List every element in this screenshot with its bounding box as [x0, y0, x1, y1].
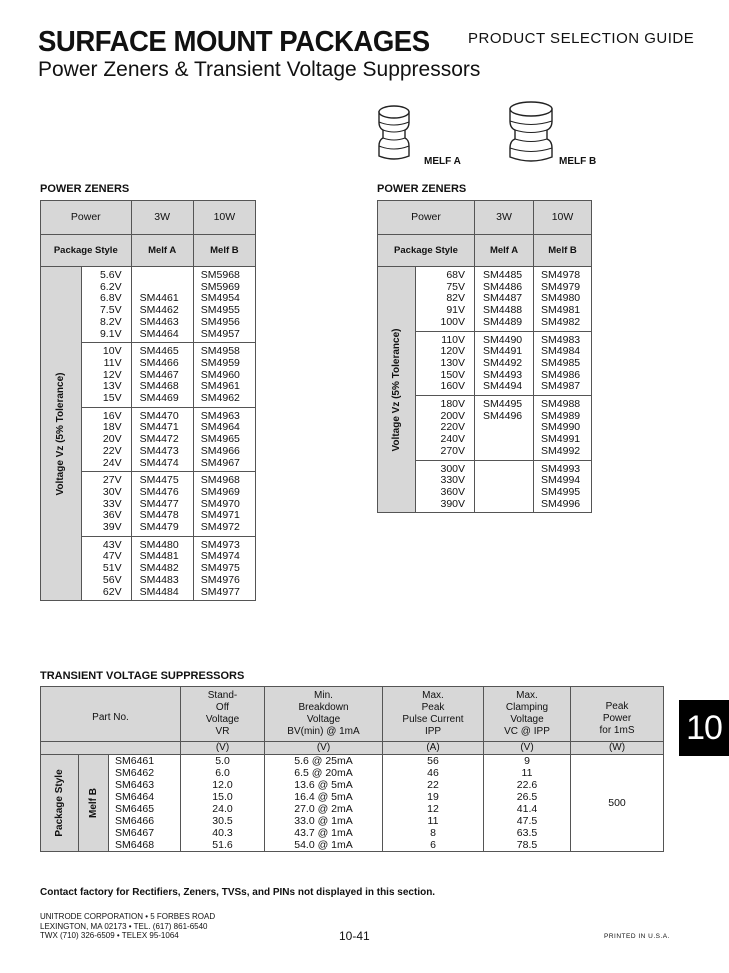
col-melf-a: Melf A	[131, 235, 193, 267]
clamping-voltage: 41.4	[484, 803, 571, 815]
melf-a-part	[475, 475, 534, 487]
power-label: Power	[378, 201, 475, 235]
melf-a-part: SM4463	[131, 317, 193, 329]
peak-pulse-current: 56	[383, 755, 484, 768]
melf-b-part: SM4990	[534, 422, 592, 434]
voltage-value: 82V	[446, 292, 466, 305]
part-no-header: Part No.	[41, 687, 181, 742]
part-number: SM6464	[109, 791, 181, 803]
unit-breakdown: (V)	[265, 742, 383, 755]
tvs-row	[41, 779, 664, 791]
melf-b-part: SM4978	[534, 267, 592, 282]
melf-a-part: SM4495	[475, 396, 534, 411]
page-number: 10-41	[339, 929, 370, 943]
melf-b-part: SM4972	[193, 522, 255, 536]
voltage-value: 130V	[440, 356, 466, 369]
voltage-value: 27V	[102, 474, 122, 487]
breakdown-voltage: 6.5 @ 20mA	[265, 767, 383, 779]
melf-a-part: SM4472	[131, 434, 193, 446]
zener-row	[378, 267, 592, 282]
voltage-value: 220V	[440, 421, 466, 434]
tvs-table	[40, 686, 664, 852]
voltage-value: 20V	[102, 433, 122, 446]
tvs-row	[41, 839, 664, 852]
voltage-value: 75V	[446, 280, 466, 293]
voltage-value: 360V	[440, 485, 466, 498]
part-number: SM6468	[109, 839, 181, 852]
melf-b-part: SM5969	[193, 282, 255, 294]
melf-b-part: SM4965	[193, 434, 255, 446]
melf-a-part: SM4484	[131, 587, 193, 601]
address-line: UNITRODE CORPORATION • 5 FORBES ROAD	[40, 912, 216, 921]
clamping-voltage: 26.5	[484, 791, 571, 803]
col-melf-a: Melf A	[475, 235, 534, 267]
breakdown-voltage: 43.7 @ 1mA	[265, 827, 383, 839]
melf-b-part: SM4963	[193, 407, 255, 422]
melf-b-part: SM4976	[193, 575, 255, 587]
melf-b-part: SM4987	[534, 381, 592, 395]
melf-a-part: SM4482	[131, 563, 193, 575]
voltage-tolerance-label: Voltage Vz (5% Tolerance)	[55, 372, 67, 496]
voltage-value: 12V	[102, 368, 122, 381]
melf-b-part: SM4995	[534, 487, 592, 499]
melf-b-part: SM4954	[193, 293, 255, 305]
voltage-value: 390V	[416, 499, 475, 513]
voltage-value: 300V	[440, 462, 466, 475]
melf-b-part: SM4974	[193, 551, 255, 563]
melf-a-part: SM4490	[475, 331, 534, 346]
breakdown-voltage: 16.4 @ 5mA	[265, 791, 383, 803]
melf-b-part: SM4956	[193, 317, 255, 329]
melf-b-part: SM4971	[193, 510, 255, 522]
melf-b-part: SM4981	[534, 305, 592, 317]
melf-a-part: SM4475	[131, 472, 193, 487]
melf-a-package-illustration	[370, 100, 420, 168]
breakdown-voltage: 13.6 @ 5mA	[265, 779, 383, 791]
package-style-label: Package Style	[41, 235, 132, 267]
voltage-value: 36V	[102, 509, 122, 522]
melf-b-part: SM4957	[193, 329, 255, 343]
voltage-value: 10V	[102, 345, 122, 358]
melf-b-part: SM4960	[193, 370, 255, 382]
voltage-value: 7.5V	[99, 304, 122, 317]
voltage-value: 100V	[416, 317, 475, 331]
melf-a-part: SM4486	[475, 282, 534, 294]
breakdown-voltage: 27.0 @ 2mA	[265, 803, 383, 815]
clamping-voltage: 78.5	[484, 839, 571, 852]
voltage-side-label	[378, 267, 416, 513]
peak-current-header: Max. Peak Pulse Current IPP	[383, 687, 484, 742]
melf-a-part: SM4461	[131, 293, 193, 305]
printed-in-label: PRINTED IN U.S.A.	[604, 933, 670, 940]
melf-a-part: SM4488	[475, 305, 534, 317]
page-title: SURFACE MOUNT PACKAGES	[38, 26, 430, 58]
melf-b-part: SM4983	[534, 331, 592, 346]
zener-row	[41, 267, 256, 282]
peak-pulse-current: 22	[383, 779, 484, 791]
tvs-row	[41, 815, 664, 827]
melf-b-part: SM4969	[193, 487, 255, 499]
melf-b-part: SM4979	[534, 282, 592, 294]
voltage-value: 13V	[102, 380, 122, 393]
peak-pulse-current: 6	[383, 839, 484, 852]
power-zeners-left-title: POWER ZENERS	[40, 183, 130, 195]
melf-b-part: SM4970	[193, 499, 255, 511]
address-line: TWX (710) 326-6509 • TELEX 95-1064	[40, 931, 179, 940]
melf-b-part: SM4992	[534, 446, 592, 460]
melf-b-part: SM4967	[193, 458, 255, 472]
melf-a-part: SM4464	[131, 329, 193, 343]
melf-a-part: SM4466	[131, 358, 193, 370]
unit-standoff: (V)	[181, 742, 265, 755]
power-zeners-table-left	[40, 200, 256, 601]
voltage-value: 24V	[82, 458, 131, 472]
melf-b-part: SM4993	[534, 460, 592, 475]
melf-b-part: SM4989	[534, 411, 592, 423]
melf-b-part: SM4973	[193, 536, 255, 551]
unit-clamping: (V)	[484, 742, 571, 755]
melf-b-part: SM4975	[193, 563, 255, 575]
melf-a-part: SM4474	[131, 458, 193, 472]
melf-a-part: SM4489	[475, 317, 534, 331]
power-zeners-table-right	[377, 200, 592, 513]
voltage-value: 8.2V	[99, 315, 122, 328]
melf-b-label: MELF B	[559, 156, 597, 167]
package-style-label: Package Style	[378, 235, 475, 267]
breakdown-voltage: 54.0 @ 1mA	[265, 839, 383, 852]
peak-power-value: 500	[571, 755, 664, 852]
melf-a-part: SM4492	[475, 358, 534, 370]
melf-a-part	[475, 460, 534, 475]
voltage-value: 330V	[440, 474, 466, 487]
unit-peak-current: (A)	[383, 742, 484, 755]
melf-b-part: SM4964	[193, 422, 255, 434]
melf-b-part: SM4977	[193, 587, 255, 601]
melf-a-part	[131, 267, 193, 282]
melf-b-part: SM4996	[534, 499, 592, 513]
voltage-value: 6.2V	[99, 280, 122, 293]
peak-pulse-current: 46	[383, 767, 484, 779]
melf-a-part	[475, 487, 534, 499]
voltage-value: 180V	[440, 398, 466, 411]
melf-a-part: SM4462	[131, 305, 193, 317]
melf-b-part: SM5968	[193, 267, 255, 282]
section-tab-number: 10	[679, 700, 729, 756]
melf-a-part: SM4485	[475, 267, 534, 282]
tvs-section-title: TRANSIENT VOLTAGE SUPPRESSORS	[40, 670, 245, 682]
melf-a-part: SM4470	[131, 407, 193, 422]
voltage-value: 43V	[102, 538, 122, 551]
clamping-voltage: 47.5	[484, 815, 571, 827]
melf-b-part: SM4955	[193, 305, 255, 317]
part-number: SM6461	[109, 755, 181, 768]
clamping-voltage: 63.5	[484, 827, 571, 839]
standoff-voltage: 51.6	[181, 839, 265, 852]
breakdown-header: Min. Breakdown Voltage BV(min) @ 1mA	[265, 687, 383, 742]
voltage-value: 200V	[440, 409, 466, 422]
voltage-value: 160V	[416, 381, 475, 395]
melf-a-part: SM4478	[131, 510, 193, 522]
standoff-voltage: 30.5	[181, 815, 265, 827]
tvs-row	[41, 803, 664, 815]
package-style-label: Package Style	[53, 769, 65, 837]
voltage-value: 30V	[102, 485, 122, 498]
melf-a-part	[475, 422, 534, 434]
voltage-value: 22V	[102, 444, 122, 457]
melf-b-part: SM4968	[193, 472, 255, 487]
melf-a-part: SM4467	[131, 370, 193, 382]
standoff-voltage: 15.0	[181, 791, 265, 803]
voltage-value: 11V	[103, 356, 122, 369]
power-10w: 10W	[193, 201, 255, 235]
part-number: SM6466	[109, 815, 181, 827]
voltage-value: 56V	[102, 573, 122, 586]
clamping-voltage: 9	[484, 755, 571, 768]
melf-b-part: SM4980	[534, 293, 592, 305]
melf-a-part: SM4479	[131, 522, 193, 536]
voltage-value: 9.1V	[82, 329, 131, 343]
melf-a-part: SM4476	[131, 487, 193, 499]
melf-a-part: SM4468	[131, 381, 193, 393]
unit-power: (W)	[571, 742, 664, 755]
power-zeners-right-title: POWER ZENERS	[377, 183, 467, 195]
peak-pulse-current: 19	[383, 791, 484, 803]
power-3w: 3W	[131, 201, 193, 235]
melf-b-side-label: Melf B	[87, 788, 99, 818]
melf-a-part: SM4483	[131, 575, 193, 587]
melf-b-part: SM4988	[534, 396, 592, 411]
voltage-tolerance-label: Voltage Vz (5% Tolerance)	[390, 328, 402, 452]
clamping-voltage: 22.6	[484, 779, 571, 791]
page-subtitle: Power Zeners & Transient Voltage Suppressors	[38, 58, 481, 81]
voltage-value: 33V	[102, 497, 122, 510]
contact-note: Contact factory for Rectifiers, Zeners, TVSs, and PINs not displayed in this section.	[40, 887, 436, 898]
melf-a-part: SM4480	[131, 536, 193, 551]
melf-b-part: SM4959	[193, 358, 255, 370]
voltage-value: 150V	[440, 368, 466, 381]
voltage-value: 120V	[440, 345, 466, 358]
guide-label: PRODUCT SELECTION GUIDE	[468, 30, 695, 47]
melf-b-part: SM4985	[534, 358, 592, 370]
part-number: SM6467	[109, 827, 181, 839]
standoff-voltage: 40.3	[181, 827, 265, 839]
standoff-voltage: 24.0	[181, 803, 265, 815]
melf-b-side	[79, 755, 109, 852]
part-number: SM6465	[109, 803, 181, 815]
melf-b-part: SM4984	[534, 346, 592, 358]
tvs-row	[41, 755, 664, 768]
melf-b-part: SM4986	[534, 370, 592, 382]
peak-pulse-current: 8	[383, 827, 484, 839]
melf-b-part: SM4961	[193, 381, 255, 393]
breakdown-voltage: 5.6 @ 25mA	[265, 755, 383, 768]
part-number: SM6462	[109, 767, 181, 779]
tvs-row	[41, 827, 664, 839]
voltage-value: 68V	[446, 269, 466, 281]
voltage-value: 39V	[82, 522, 131, 536]
voltage-value: 5.6V	[99, 269, 122, 281]
melf-b-part: SM4966	[193, 446, 255, 458]
melf-a-part: SM4491	[475, 346, 534, 358]
clamping-voltage: 11	[484, 767, 571, 779]
voltage-value: 62V	[82, 587, 131, 601]
melf-a-part: SM4471	[131, 422, 193, 434]
melf-a-part	[475, 499, 534, 513]
melf-b-part: SM4994	[534, 475, 592, 487]
tvs-row	[41, 767, 664, 779]
melf-b-part: SM4982	[534, 317, 592, 331]
melf-a-label: MELF A	[424, 156, 461, 167]
melf-a-part: SM4494	[475, 381, 534, 395]
package-style-side	[41, 755, 79, 852]
melf-b-part: SM4958	[193, 343, 255, 358]
voltage-value: 15V	[82, 393, 131, 407]
standoff-voltage: 6.0	[181, 767, 265, 779]
voltage-value: 110V	[441, 333, 466, 346]
melf-a-part: SM4469	[131, 393, 193, 407]
voltage-value: 47V	[102, 550, 122, 563]
melf-b-package-illustration	[503, 97, 559, 169]
melf-a-part: SM4496	[475, 411, 534, 423]
melf-a-part: SM4487	[475, 293, 534, 305]
power-label: Power	[41, 201, 132, 235]
melf-a-part	[475, 446, 534, 460]
melf-a-part: SM4481	[131, 551, 193, 563]
power-3w: 3W	[475, 201, 534, 235]
peak-pulse-current: 11	[383, 815, 484, 827]
col-melf-b: Melf B	[534, 235, 592, 267]
unit-blank	[41, 742, 181, 755]
voltage-value: 51V	[102, 562, 122, 575]
voltage-side-label	[41, 267, 82, 601]
voltage-value: 240V	[440, 433, 466, 446]
part-number: SM6463	[109, 779, 181, 791]
melf-a-part: SM4493	[475, 370, 534, 382]
voltage-value: 91V	[446, 304, 466, 317]
melf-b-part: SM4962	[193, 393, 255, 407]
voltage-value: 270V	[416, 446, 475, 460]
melf-a-part: SM4473	[131, 446, 193, 458]
address-line: LEXINGTON, MA 02173 • TEL. (617) 861-6540	[40, 921, 208, 931]
melf-b-part: SM4991	[534, 434, 592, 446]
company-address	[40, 912, 215, 941]
col-melf-b: Melf B	[193, 235, 255, 267]
breakdown-voltage: 33.0 @ 1mA	[265, 815, 383, 827]
clamping-header: Max. Clamping Voltage VC @ IPP	[484, 687, 571, 742]
melf-a-part: SM4465	[131, 343, 193, 358]
voltage-value: 18V	[102, 421, 122, 434]
voltage-value: 16V	[102, 409, 122, 422]
standoff-voltage: 12.0	[181, 779, 265, 791]
peak-pulse-current: 12	[383, 803, 484, 815]
standoff-voltage: 5.0	[181, 755, 265, 768]
power-10w: 10W	[534, 201, 592, 235]
voltage-value: 6.8V	[99, 292, 122, 305]
melf-a-part: SM4477	[131, 499, 193, 511]
melf-a-part	[475, 434, 534, 446]
tvs-row	[41, 791, 664, 803]
peak-power-header: Peak Power for 1mS	[571, 687, 664, 742]
standoff-header: Stand- Off Voltage VR	[181, 687, 265, 742]
